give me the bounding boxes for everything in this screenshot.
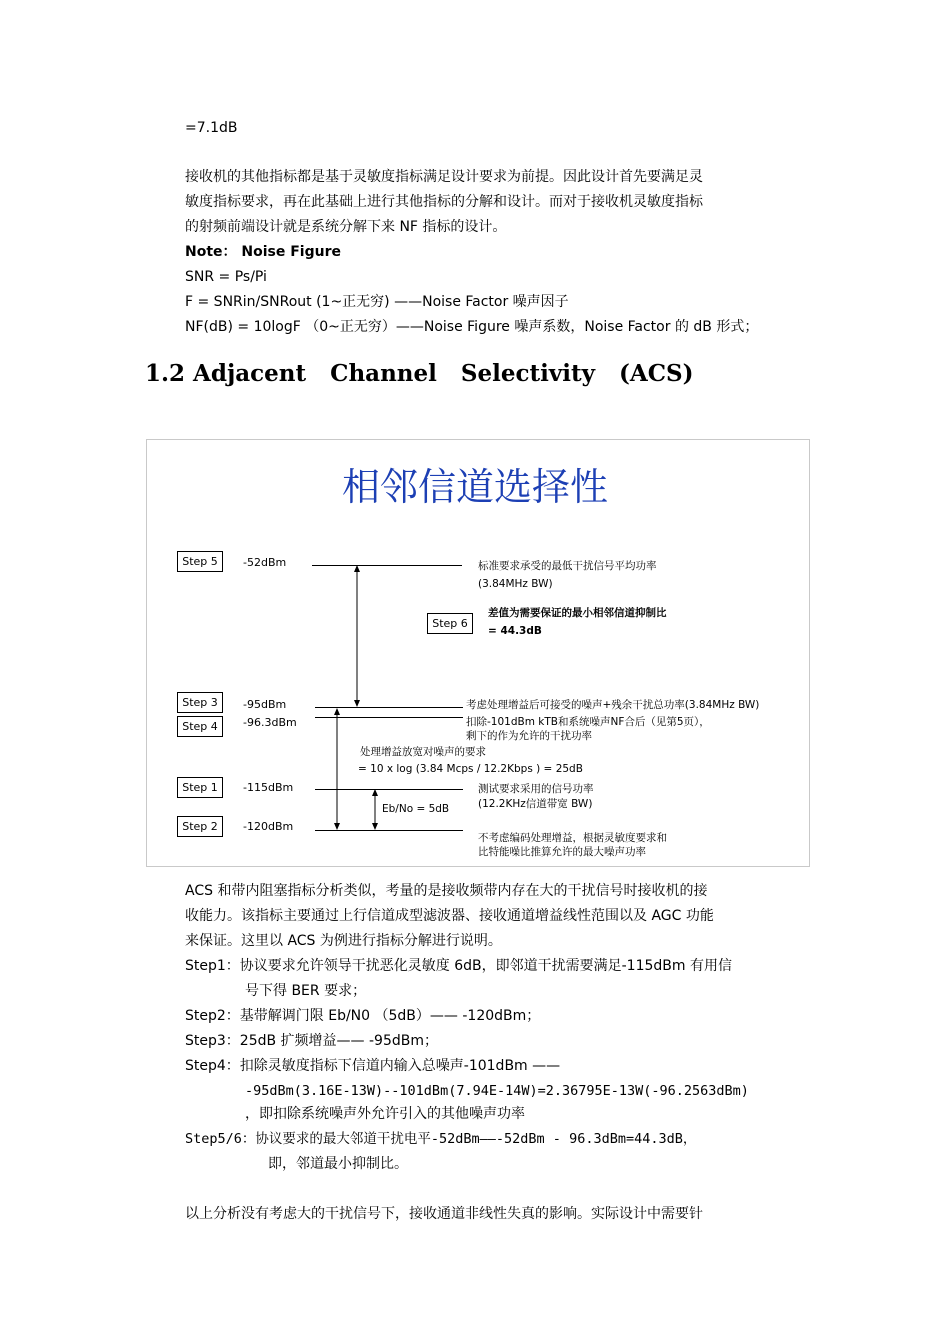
step4-text: Step4：扣除灵敏度指标下信道内输入总噪声-101dBm —— <box>185 1058 561 1074</box>
paragraph-line: 来保证。这里以 ACS 为例进行指标分解进行说明。 <box>185 933 502 949</box>
noise-figure-formula: NF(dB) = 10logF （0~正无穷）——Noise Figure 噪声系数，Noise Factor 的 dB 形式； <box>185 319 759 335</box>
heading-word: (ACS) <box>618 360 694 387</box>
result-text: =7.1dB <box>185 120 238 136</box>
level-arrows <box>320 560 440 840</box>
step3-text: Step3：25dB 扩频增益—— -95dBm； <box>185 1033 438 1049</box>
figure-note: (12.2KHz信道带宽 BW) <box>478 798 593 810</box>
step1-text: Step1：协议要求允许领导干扰恶化灵敏度 6dB，即邻道干扰需要满足-115dBm 有用信 <box>185 958 732 974</box>
step4-text-cont: ，即扣除系统噪声外允许引入的其他噪声功率 <box>245 1106 525 1122</box>
section-heading <box>145 360 718 387</box>
paragraph-line: 敏度指标要求，再在此基础上进行其他指标的分解和设计。而对于接收机灵敏度指标 <box>185 194 703 210</box>
step2-text: Step2：基带解调门限 Eb/N0 （5dB）—— -120dBm； <box>185 1008 541 1024</box>
heading-word: Selectivity <box>460 360 595 387</box>
paragraph-line: 以上分析没有考虑大的干扰信号下，接收通道非线性失真的影响。实际设计中需要针 <box>185 1206 703 1222</box>
step1-text-cont: 号下得 BER 要求； <box>245 983 367 999</box>
step3-box: Step 3 <box>177 692 223 713</box>
paragraph-line: 的射频前端设计就是系统分解下来 NF 指标的设计。 <box>185 219 507 235</box>
arrow-head <box>354 565 360 572</box>
paragraph-line: 收能力。该指标主要通过上行信道成型滤波器、接收通道增益线性范围以及 AGC 功能 <box>185 908 714 924</box>
step4-box: Step 4 <box>177 716 223 737</box>
figure-note: 标准要求承受的最低干扰信号平均功率 <box>478 560 657 572</box>
figure-note: 处理增益放宽对噪声的要求 <box>360 746 486 758</box>
step1-box: Step 1 <box>177 777 223 798</box>
arrow-head <box>372 789 378 796</box>
step2-box: Step 2 <box>177 816 223 837</box>
level-label: -115dBm <box>243 781 294 794</box>
step4-formula: -95dBm(3.16E-13W)--101dBm(7.94E-14W)=2.36795E-13W(-96.2563dBm) <box>245 1083 749 1099</box>
step5-box: Step 5 <box>177 551 223 572</box>
paragraph-line: 接收机的其他指标都是基于灵敏度指标满足设计要求为前提。因此设计首先要满足灵 <box>185 169 703 185</box>
arrow-head <box>334 708 340 715</box>
figure-title: 相邻信道选择性 <box>341 465 608 509</box>
ebno-label: Eb/No = 5dB <box>382 803 450 815</box>
note-title: Note： Noise Figure <box>185 244 341 260</box>
arrow-head <box>354 700 360 707</box>
figure-note: 不考虑编码处理增益，根据灵敏度要求和 <box>478 832 667 844</box>
step56-text: Step5/6：协议要求的最大邻道干扰电平-52dBm——-52dBm - 96.3dBm=44.3dB， <box>185 1131 697 1147</box>
heading-word: Adjacent <box>193 360 307 387</box>
figure-note: = 44.3dB <box>488 625 542 637</box>
level-label: -95dBm <box>243 698 287 711</box>
figure-note: (3.84MHz BW) <box>478 578 553 590</box>
heading-word: Channel <box>330 360 437 387</box>
figure-note: 比特能噪比推算允许的最大噪声功率 <box>478 846 646 858</box>
figure-note: 剩下的作为允许的干扰功率 <box>466 730 592 742</box>
figure-note: = 10 x log (3.84 Mcps / 12.2Kbps ) = 25dB <box>358 763 583 775</box>
section-number: 1.2 <box>145 360 186 387</box>
paragraph-line: ACS 和带内阻塞指标分析类似，考量的是接收频带内存在大的干扰信号时接收机的接 <box>185 883 708 899</box>
figure-note: 扣除-101dBm kTB和系统噪声NF合后（见第5页）， <box>466 716 710 728</box>
step56-text-cont: 即，邻道最小抑制比。 <box>268 1156 408 1172</box>
level-label: -120dBm <box>243 820 294 833</box>
arrow-head <box>372 823 378 830</box>
figure-note: 考虑处理增益后可接受的噪声+残余干扰总功率(3.84MHz BW) <box>466 699 760 711</box>
step6-box: Step 6 <box>427 613 473 634</box>
level-label: -52dBm <box>243 556 287 569</box>
level-label: -96.3dBm <box>243 716 297 729</box>
figure-note: 测试要求采用的信号功率 <box>478 783 594 795</box>
figure-note: 差值为需要保证的最小相邻信道抑制比 <box>488 607 667 619</box>
snr-formula: SNR = Ps/Pi <box>185 269 267 285</box>
arrow-head <box>334 823 340 830</box>
noise-factor-formula: F = SNRin/SNRout (1~正无穷) ——Noise Factor 噪声因子 <box>185 294 569 310</box>
